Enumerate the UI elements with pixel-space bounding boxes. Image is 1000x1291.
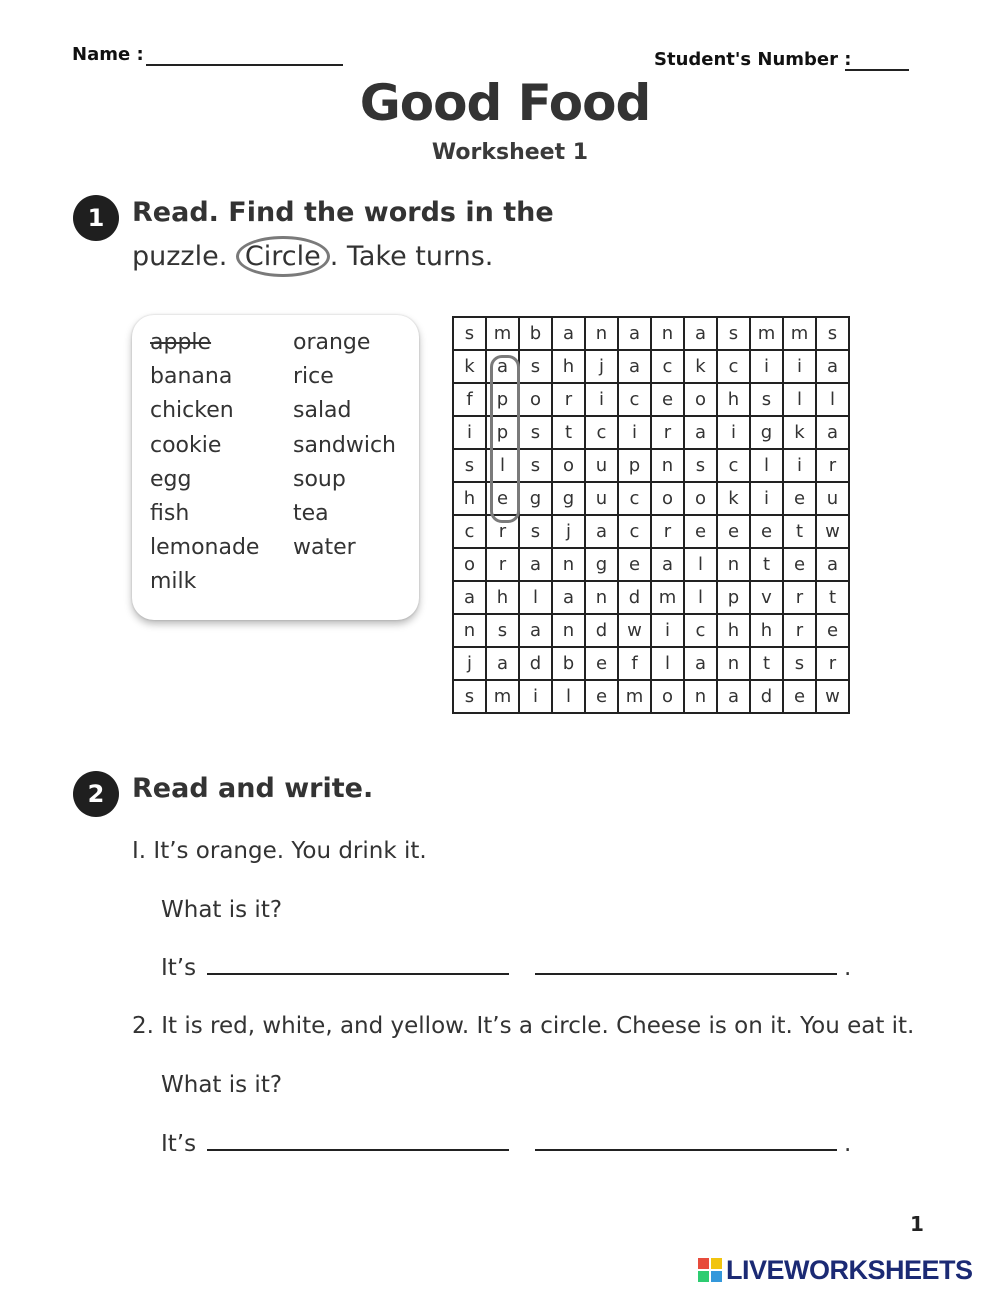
grid-cell[interactable]: h [717,383,750,416]
word-list-item: orange [293,330,371,355]
grid-cell[interactable]: e [783,548,816,581]
grid-row [453,614,849,647]
answer-1-blank-1[interactable] [207,973,509,975]
grid-cell[interactable]: d [618,581,651,614]
grid-cell[interactable]: c [684,614,717,647]
grid-cell[interactable]: g [552,482,585,515]
grid-cell[interactable]: e [585,680,618,713]
grid-cell[interactable]: h [453,482,486,515]
grid-cell[interactable]: a [684,416,717,449]
grid-cell[interactable]: r [651,515,684,548]
grid-cell[interactable]: j [552,515,585,548]
grid-cell[interactable]: m [486,680,519,713]
grid-cell[interactable]: c [453,515,486,548]
grid-row [453,581,849,614]
grid-cell[interactable]: c [618,482,651,515]
grid-cell[interactable]: u [816,482,849,515]
grid-cell[interactable]: w [816,680,849,713]
grid-cell[interactable]: h [486,581,519,614]
grid-cell[interactable]: m [486,317,519,350]
grid-cell[interactable]: s [717,317,750,350]
word-list-item: salad [293,398,352,424]
grid-cell[interactable]: k [783,416,816,449]
grid-cell[interactable]: n [684,680,717,713]
grid-cell[interactable]: s [519,416,552,449]
grid-cell[interactable]: a [618,350,651,383]
word-list-item: milk [150,569,197,595]
grid-cell[interactable]: s [453,317,486,350]
grid-cell[interactable]: i [717,416,750,449]
grid-cell[interactable]: n [585,581,618,614]
grid-cell[interactable]: d [519,647,552,680]
grid-cell[interactable]: i [783,449,816,482]
grid-cell[interactable]: l [552,680,585,713]
answer-prefix: It’s [161,955,197,981]
grid-cell[interactable]: c [717,449,750,482]
question-1-prompt: What is it? [161,897,283,923]
grid-cell[interactable]: s [750,383,783,416]
grid-cell[interactable]: e [783,680,816,713]
grid-cell[interactable]: n [552,548,585,581]
grid-cell[interactable]: v [750,581,783,614]
grid-cell[interactable]: a [486,350,519,383]
name-field[interactable] [146,64,343,66]
grid-cell[interactable]: d [585,614,618,647]
grid-row [453,548,849,581]
grid-cell[interactable]: i [585,383,618,416]
grid-cell[interactable]: r [486,548,519,581]
grid-cell[interactable]: c [651,350,684,383]
word-list-box [132,315,419,620]
grid-cell[interactable]: e [486,482,519,515]
grid-cell[interactable]: l [486,449,519,482]
question-1-text: I. It’s orange. You drink it. [132,838,427,864]
grid-cell[interactable]: i [453,416,486,449]
word-list-item: banana [150,364,233,390]
word-list-item: tea [293,501,329,526]
grid-cell[interactable]: s [684,449,717,482]
section-2-heading: Read and write. [132,773,374,804]
instruction-circled-word: Circle [236,236,330,277]
grid-cell[interactable]: l [684,548,717,581]
grid-cell[interactable]: e [750,515,783,548]
grid-cell[interactable]: p [486,416,519,449]
grid-cell[interactable]: n [552,614,585,647]
grid-cell[interactable]: c [717,350,750,383]
grid-cell[interactable]: a [552,317,585,350]
answer-end-period: . [844,955,852,981]
grid-cell[interactable]: l [750,449,783,482]
grid-cell[interactable]: h [552,350,585,383]
section-1-number-badge: 1 [73,195,119,241]
word-list-item: soup [293,466,346,492]
grid-cell[interactable]: w [618,614,651,647]
grid-cell[interactable]: j [585,350,618,383]
question-1-answer-row [161,955,851,981]
grid-cell[interactable]: s [783,647,816,680]
grid-cell[interactable]: m [783,317,816,350]
grid-cell[interactable]: m [750,317,783,350]
grid-cell[interactable]: n [453,614,486,647]
grid-cell[interactable]: a [453,581,486,614]
grid-cell[interactable]: o [552,449,585,482]
logo-square [711,1271,722,1282]
grid-cell[interactable]: a [816,548,849,581]
word-list-item: apple [150,330,212,355]
word-list-item: egg [150,466,192,492]
grid-cell[interactable]: s [519,350,552,383]
grid-cell[interactable]: a [816,350,849,383]
grid-cell[interactable]: n [585,317,618,350]
grid-cell[interactable]: o [684,482,717,515]
section-2-number-badge: 2 [73,771,119,817]
grid-cell[interactable]: h [717,614,750,647]
grid-row [453,680,849,713]
grid-cell[interactable]: p [486,383,519,416]
grid-cell[interactable]: i [651,614,684,647]
grid-cell[interactable]: e [717,515,750,548]
grid-cell[interactable]: n [717,548,750,581]
word-list-item: cookie [150,432,222,458]
grid-row [453,647,849,680]
grid-cell[interactable]: i [750,482,783,515]
grid-cell[interactable]: l [783,383,816,416]
grid-cell[interactable]: o [453,548,486,581]
brand-name: LIVEWORKSHEETS [726,1254,973,1285]
grid-cell[interactable]: m [618,680,651,713]
answer-1-blank-2[interactable] [535,973,837,975]
grid-cell[interactable]: t [816,581,849,614]
grid-cell[interactable]: b [552,647,585,680]
student-number-label: Student's Number : [654,49,852,70]
grid-cell[interactable]: r [552,383,585,416]
grid-cell[interactable]: p [717,581,750,614]
grid-cell[interactable]: f [453,383,486,416]
grid-cell[interactable]: t [750,647,783,680]
page-subtitle: Worksheet 1 [431,140,589,165]
grid-cell[interactable]: k [717,482,750,515]
grid-cell[interactable]: h [750,614,783,647]
section-1-instruction [132,241,493,272]
grid-cell[interactable]: k [453,350,486,383]
grid-cell[interactable]: u [585,449,618,482]
grid-cell[interactable]: i [618,416,651,449]
grid-cell[interactable]: n [651,317,684,350]
grid-cell[interactable]: g [519,482,552,515]
grid-cell[interactable]: o [519,383,552,416]
grid-cell[interactable]: k [684,350,717,383]
grid-cell[interactable]: e [684,515,717,548]
grid-cell[interactable]: j [453,647,486,680]
grid-cell[interactable]: a [585,515,618,548]
answer-prefix: It’s [161,1131,197,1157]
grid-cell[interactable]: a [519,614,552,647]
grid-cell[interactable]: r [783,614,816,647]
grid-cell[interactable]: p [618,449,651,482]
grid-cell[interactable]: l [816,383,849,416]
grid-cell[interactable]: s [453,680,486,713]
liveworksheets-logo-icon [698,1258,722,1282]
word-list-item: lemonade [150,535,260,561]
grid-cell[interactable]: f [618,647,651,680]
grid-cell[interactable]: a [717,680,750,713]
grid-cell[interactable]: a [684,317,717,350]
section-1-heading: Read. Find the words in the [132,197,554,228]
found-word-highlight [490,355,520,523]
student-number-field[interactable] [845,69,909,71]
word-list-item: chicken [150,398,234,424]
grid-cell[interactable]: i [519,680,552,713]
grid-cell[interactable]: a [816,416,849,449]
grid-cell[interactable]: s [816,317,849,350]
grid-cell[interactable]: r [651,416,684,449]
grid-cell[interactable]: n [651,449,684,482]
grid-cell[interactable]: r [816,647,849,680]
grid-cell[interactable]: a [519,548,552,581]
logo-square [711,1258,722,1269]
grid-cell[interactable]: e [783,482,816,515]
grid-cell[interactable]: m [651,581,684,614]
page-title: Good Food [359,74,651,132]
grid-cell[interactable]: s [519,449,552,482]
grid-cell[interactable]: g [585,548,618,581]
grid-cell[interactable]: i [750,350,783,383]
grid-cell[interactable]: a [651,548,684,581]
grid-cell[interactable]: s [453,449,486,482]
grid-cell[interactable]: l [519,581,552,614]
word-list-item: rice [293,364,334,390]
answer-2-blank-2[interactable] [535,1149,837,1151]
instruction-text-before: puzzle. [132,241,236,272]
grid-cell[interactable]: d [750,680,783,713]
grid-cell[interactable]: l [684,581,717,614]
grid-cell[interactable]: a [618,317,651,350]
grid-cell[interactable]: b [519,317,552,350]
logo-square [698,1258,709,1269]
grid-cell[interactable]: g [750,416,783,449]
question-2-text: 2. It is red, white, and yellow. It’s a circle. Cheese is on it. You eat it. [132,1013,915,1039]
logo-square [698,1271,709,1282]
grid-cell[interactable]: r [816,449,849,482]
grid-cell[interactable]: o [651,680,684,713]
liveworksheets-brand[interactable] [698,1255,973,1285]
page-number: 1 [910,1212,924,1236]
grid-cell[interactable]: w [816,515,849,548]
word-list-item: fish [150,501,190,526]
grid-cell[interactable]: s [519,515,552,548]
grid-cell[interactable]: e [585,647,618,680]
grid-cell[interactable]: e [651,383,684,416]
grid-cell[interactable]: u [585,482,618,515]
grid-row [453,317,849,350]
grid-cell[interactable]: l [651,647,684,680]
grid-cell[interactable]: t [552,416,585,449]
grid-cell[interactable]: t [783,515,816,548]
grid-cell[interactable]: i [783,350,816,383]
grid-cell[interactable]: n [717,647,750,680]
word-list-item: water [293,535,356,561]
grid-cell[interactable]: e [618,548,651,581]
grid-cell[interactable]: a [552,581,585,614]
word-list-item: sandwich [293,432,396,458]
grid-cell[interactable]: e [816,614,849,647]
grid-cell[interactable]: o [651,482,684,515]
grid-cell[interactable]: a [684,647,717,680]
grid-cell[interactable]: a [486,647,519,680]
grid-cell[interactable]: r [783,581,816,614]
grid-cell[interactable]: c [618,383,651,416]
question-2-answer-row [161,1131,851,1157]
grid-cell[interactable]: c [585,416,618,449]
grid-cell[interactable]: c [618,515,651,548]
instruction-text-after: . Take turns. [329,241,494,272]
grid-cell[interactable]: t [750,548,783,581]
grid-cell[interactable]: o [684,383,717,416]
answer-end-period: . [844,1131,852,1157]
grid-cell[interactable]: s [486,614,519,647]
question-2-prompt: What is it? [161,1072,283,1098]
name-label: Name : [72,44,144,65]
answer-2-blank-1[interactable] [207,1149,509,1151]
grid-cell[interactable]: r [486,515,519,548]
